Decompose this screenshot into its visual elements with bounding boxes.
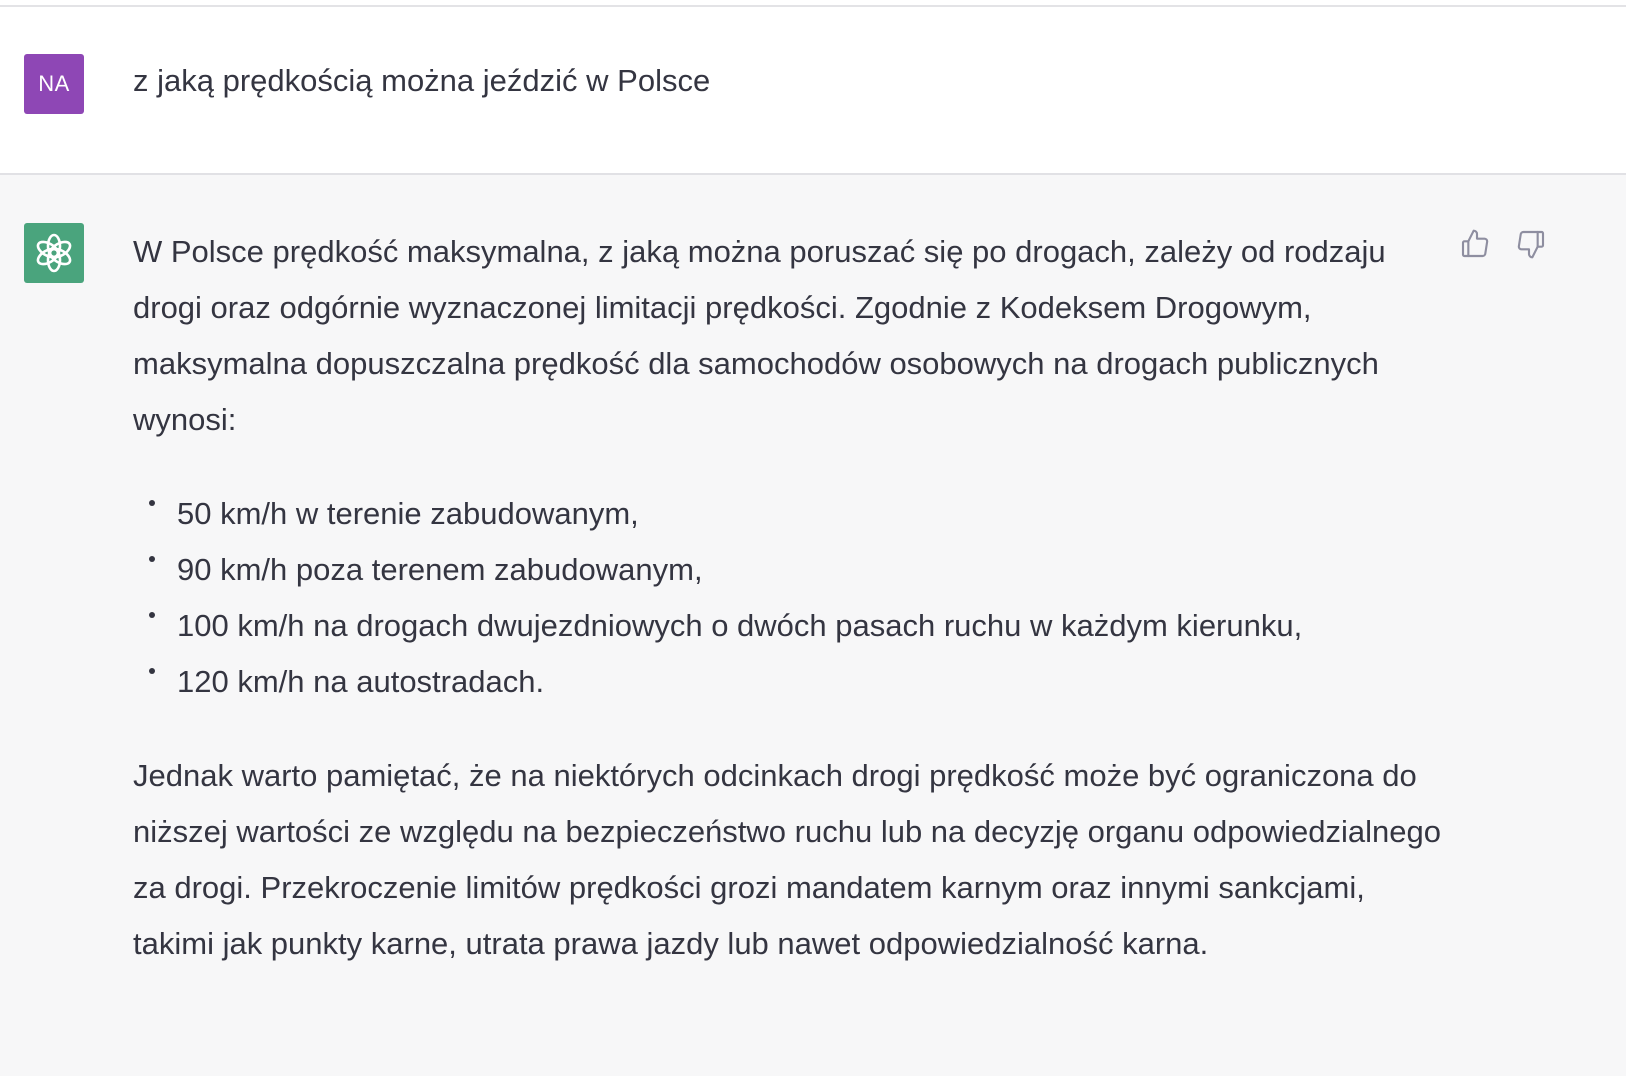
list-item bbox=[177, 654, 1453, 710]
user-message-text: z jaką prędkością można jeździć w Polsce bbox=[133, 63, 711, 98]
list-item-text: 100 km/h na drogach dwujezdniowych o dwóch pasach ruchu w każdym kierunku, bbox=[177, 608, 1303, 643]
bullet-icon bbox=[149, 500, 155, 506]
user-avatar bbox=[24, 54, 84, 114]
thumbs-up-button[interactable] bbox=[1458, 227, 1492, 261]
list-item bbox=[177, 486, 1453, 542]
assistant-message-content bbox=[133, 224, 1453, 972]
thumbs-down-button[interactable] bbox=[1514, 227, 1548, 261]
user-message-row bbox=[0, 7, 1626, 175]
bullet-icon bbox=[149, 556, 155, 562]
list-item-text: 50 km/h w terenie zabudowanym, bbox=[177, 496, 639, 531]
list-item-text: 90 km/h poza terenem zabudowanym, bbox=[177, 552, 703, 587]
answer-intro: W Polsce prędkość maksymalna, z jaką można poruszać się po drogach, zależy od rodzaju drogi oraz odgórnie wyznaczonej limitacji prędkości. Zgodnie z Kodeksem Drogowym, maksymalna dopuszczalna prędkość dla samochodów osobowych na drogach publicznych wynosi: bbox=[133, 234, 1386, 437]
list-item bbox=[177, 542, 1453, 598]
thumbs-up-icon bbox=[1459, 228, 1491, 260]
speed-limit-list bbox=[133, 486, 1453, 710]
openai-logo-icon bbox=[32, 231, 76, 275]
thumbs-down-icon bbox=[1515, 228, 1547, 260]
list-item-text: 120 km/h na autostradach. bbox=[177, 664, 545, 699]
bullet-icon bbox=[149, 668, 155, 674]
feedback-actions bbox=[1458, 227, 1548, 261]
answer-outro: Jednak warto pamiętać, że na niektórych odcinkach drogi prędkość może być ograniczona do niższej wartości ze względu na bezpieczeństwo ruchu lub na decyzję organu odpowiedzialnego za drogi. Przekroczenie limitów prędkości grozi mandatem karnym oraz innymi sankcjami, takimi jak punkty karne, utrata prawa jazdy lub nawet odpowiedzialność karna. bbox=[133, 758, 1441, 961]
assistant-avatar bbox=[24, 223, 84, 283]
user-avatar-initials: NA bbox=[38, 71, 70, 96]
assistant-message-row bbox=[0, 175, 1626, 1076]
bullet-icon bbox=[149, 612, 155, 618]
list-item bbox=[177, 598, 1453, 654]
top-border bbox=[0, 0, 1626, 7]
